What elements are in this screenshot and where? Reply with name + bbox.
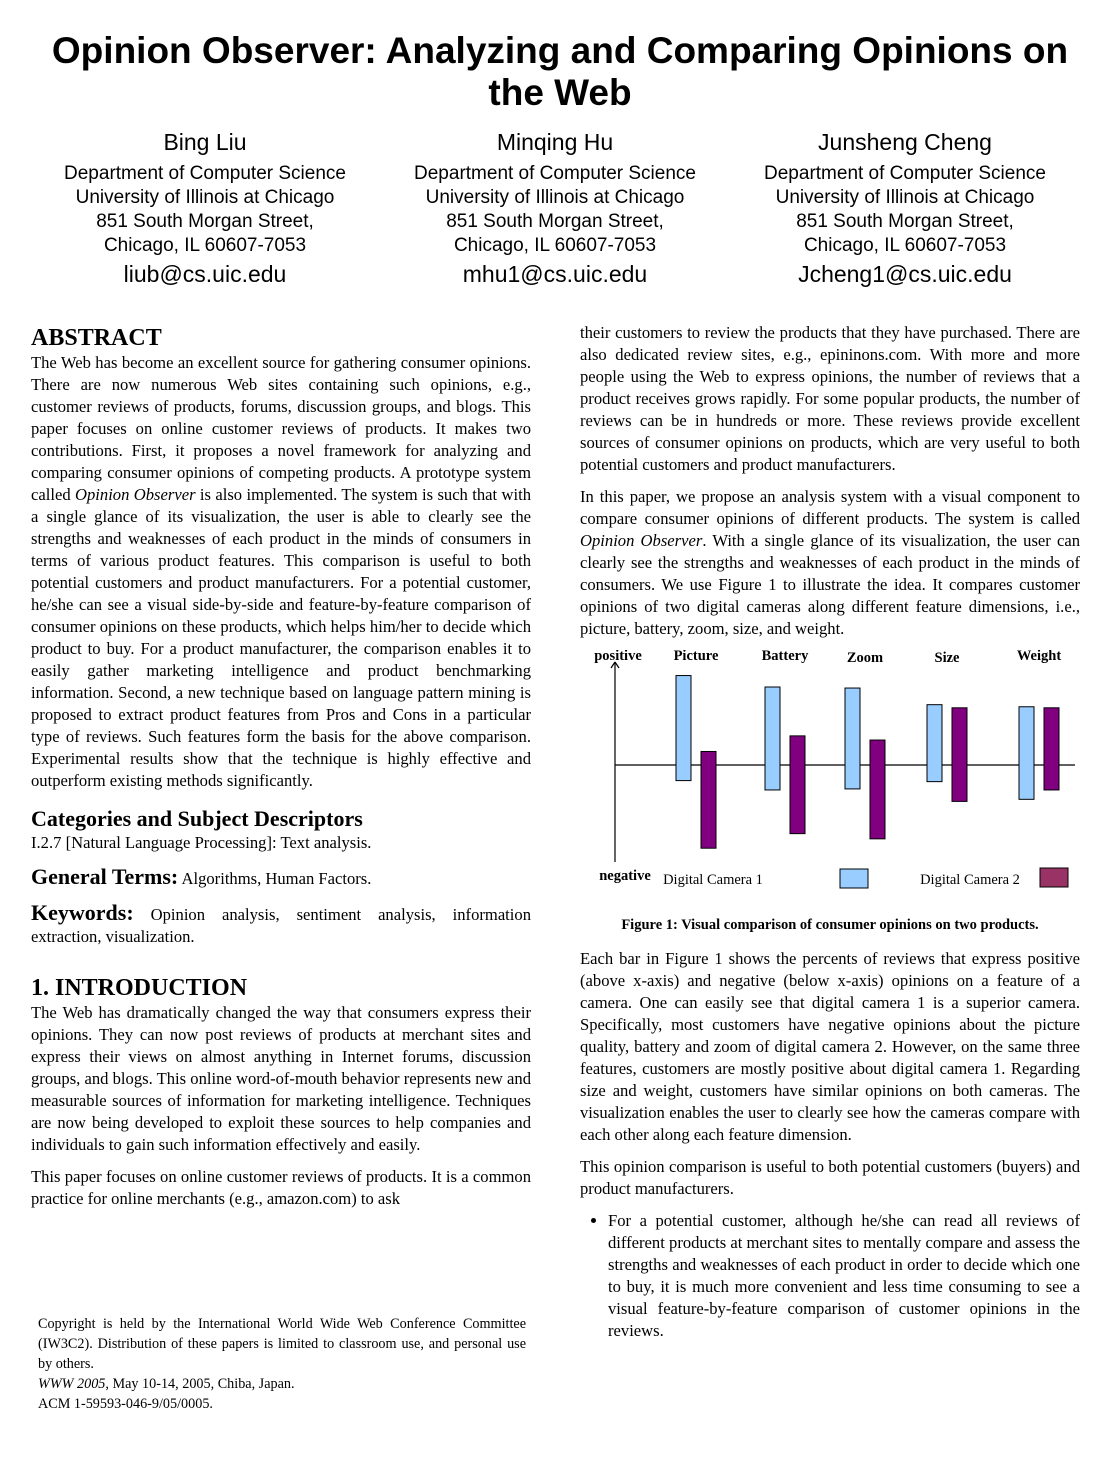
- categories-text: I.2.7 [Natural Language Processing]: Text analysis.: [31, 833, 372, 852]
- acm-number: ACM 1-59593-046-9/05/0005.: [38, 1396, 213, 1412]
- bar-weight-camera-1: [1019, 707, 1034, 800]
- figure-1: [580, 650, 1080, 910]
- copyright-notice: [38, 1314, 526, 1414]
- category-label-weight: Weight: [1016, 650, 1062, 664]
- keywords-heading: Keywords:: [31, 900, 134, 925]
- author-street: 851 South Morgan Street,: [96, 211, 314, 232]
- left-column: [31, 322, 531, 1220]
- right-paragraph-4: This opinion comparison is useful to both potential customers (buyers) and product manufacturers.: [580, 1157, 1080, 1198]
- general-terms-text: Algorithms, Human Factors.: [178, 869, 372, 888]
- figure-caption: Figure 1: Visual comparison of consumer opinions on two products.: [621, 917, 1039, 933]
- author-email: Jcheng1@cs.uic.edu: [798, 261, 1012, 287]
- category-label-battery: Battery: [761, 650, 809, 664]
- bar-battery-camera-2: [790, 736, 805, 834]
- author-street: 851 South Morgan Street,: [446, 211, 664, 232]
- bullet-list: [580, 1210, 1080, 1342]
- author-block: [30, 128, 1090, 288]
- general-terms: [31, 866, 531, 890]
- categories-heading: Categories and Subject Descriptors: [31, 806, 363, 831]
- bar-battery-camera-1: [765, 687, 780, 790]
- author-email: mhu1@cs.uic.edu: [462, 261, 648, 287]
- keywords-text: Opinion analysis, sentiment analysis, information extraction, visualization.: [31, 905, 531, 946]
- legend-swatch-camera-1: [840, 869, 868, 888]
- bullet-item: • For a potential customer, although he/she can read all reviews of different products at merchant sites to mentally compare and assess the strengths and weaknesses of each product in order to decide which one to buy, it is much more convenient and less time consuming to see a visual feature-by-feature comparison of customer opinions in the reviews.: [608, 1210, 1080, 1342]
- author-department: Department of Computer Science: [414, 163, 696, 184]
- right-paragraph-3: Each bar in Figure 1 shows the percents of reviews that express positive (above x-axis) and negative (below x-axis) opinions on a feature of a camera. One can easily see that digital camera 1 is a superior camera. Specifically, most customers have negative opinions about the picture quality, battery and zoom of digital camera 2. However, on the same three features, customers are mostly positive about digital camera 1. Regarding size and weight, customers have similar opinions on both cameras. The visualization enables the user to clearly see how the cameras compare with each other along each feature dimension.: [580, 949, 1080, 1144]
- keywords: [31, 902, 531, 948]
- right-paragraph-1: their customers to review the products that they have purchased. There are also dedicated review sites, e.g., epininons.com. With more and more people using the Web to express opinions, the number of reviews that a product receives grows rapidly. For some popular products, the number of reviews can be in hundreds or more. These reviews provide excellent sources of consumer opinions on products, which are very useful to both potential customers and product manufacturers.: [580, 323, 1080, 474]
- abstract-text: The Web has become an excellent source for gathering consumer opinions. There are now numerous Web sites containing such opinions, e.g., customer reviews of products, forums, discussion groups, and blogs. This paper focuses on online customer reviews of products. It makes two contributions. First, it proposes a novel framework for analyzing and comparing consumer opinions of competing products. A prototype system called Opinion Observer is also implemented. The system is such that with a single glance of its visualization, the user is able to clearly see the strengths and weaknesses of each product in the minds of consumers in terms of various product features. This comparison is useful to both potential customers and product manufacturers. For a potential customer, he/she can see a visual side-by-side and feature-by-feature comparison of consumer opinions on these products, which helps him/her to decide which product to buy. For a product manufacturer, the comparison enables it to easily gather marketing intelligence and product benchmarking information. Second, a new technique based on language pattern mining is proposed to extract product features from Pros and Cons in a particular type of reviews. Such features form the basis for the above comparison. Experimental results show that the technique is highly effective and outperform existing methods significantly.: [31, 353, 532, 790]
- category-label-zoom: Zoom: [846, 650, 884, 666]
- copyright-text: Copyright is held by the International World Wide Web Conference Committee (IW3C2). Distribution of these papers is limited to classroom use, and personal use by others.: [38, 1316, 526, 1372]
- author-name: Bing Liu: [163, 129, 247, 155]
- category-label-picture: Picture: [673, 650, 719, 664]
- right-column: [580, 322, 1080, 1342]
- opinion-comparison-chart: [580, 650, 1080, 910]
- bar-zoom-camera-2: [870, 740, 885, 839]
- bar-size-camera-1: [927, 705, 942, 782]
- bar-picture-camera-1: [676, 676, 691, 781]
- paper-title: Opinion Observer: Analyzing and Comparing Opinions on the Web: [51, 30, 1069, 113]
- introduction-heading: 1. INTRODUCTION: [31, 975, 248, 1001]
- legend-label-camera-2: Digital Camera 2: [920, 872, 1020, 888]
- author-city: Chicago, IL 60607-7053: [103, 235, 307, 256]
- author-department: Department of Computer Science: [764, 163, 1046, 184]
- axis-label-negative: negative: [599, 868, 651, 884]
- conference-venue: WWW 2005, May 10-14, 2005, Chiba, Japan.: [38, 1376, 295, 1392]
- bar-weight-camera-2: [1044, 708, 1059, 790]
- author-department: Department of Computer Science: [64, 163, 346, 184]
- intro-paragraph-2: This paper focuses on online customer reviews of products. It is a common practice for online merchants (e.g., amazon.com) to ask: [31, 1167, 531, 1208]
- author-3: [730, 128, 1080, 288]
- legend-swatch-camera-2: [1040, 868, 1068, 887]
- legend-label-camera-1: Digital Camera 1: [663, 872, 763, 888]
- right-paragraph-2: In this paper, we propose an analysis system with a visual component to compare consumer opinions of different products. The system is called Opinion Observer. With a single glance of its visualization, the user can clearly see the strengths and weaknesses of each product in the minds of consumers. We use Figure 1 to illustrate the idea. It compares customer opinions of two digital cameras along different feature dimensions, i.e., picture, battery, zoom, size, and weight.: [580, 487, 1080, 638]
- bar-size-camera-2: [952, 708, 967, 802]
- axis-label-positive: positive: [594, 650, 642, 664]
- author-university: University of Illinois at Chicago: [775, 187, 1035, 208]
- author-1: [30, 128, 380, 288]
- bar-zoom-camera-1: [845, 688, 860, 789]
- general-terms-heading: General Terms:: [31, 864, 179, 889]
- author-street: 851 South Morgan Street,: [796, 211, 1014, 232]
- bar-picture-camera-2: [701, 751, 716, 848]
- author-name: Junsheng Cheng: [818, 129, 992, 155]
- author-2: [380, 128, 730, 288]
- author-name: Minqing Hu: [496, 129, 614, 155]
- abstract-heading: ABSTRACT: [31, 325, 162, 351]
- author-city: Chicago, IL 60607-7053: [803, 235, 1007, 256]
- intro-paragraph-1: The Web has dramatically changed the way that consumers express their opinions. They can now post reviews of products at merchant sites and express their views on almost anything in Internet forums, discussion groups, and blogs. This online word-of-mouth behavior represents new and measurable sources of information for marketing intelligence. Techniques are now being developed to exploit these sources to help companies and individuals to gain such information effectively and easily.: [31, 1003, 531, 1154]
- author-email: liub@cs.uic.edu: [123, 261, 287, 287]
- author-city: Chicago, IL 60607-7053: [453, 235, 657, 256]
- category-label-size: Size: [934, 650, 960, 666]
- author-university: University of Illinois at Chicago: [75, 187, 335, 208]
- author-university: University of Illinois at Chicago: [425, 187, 685, 208]
